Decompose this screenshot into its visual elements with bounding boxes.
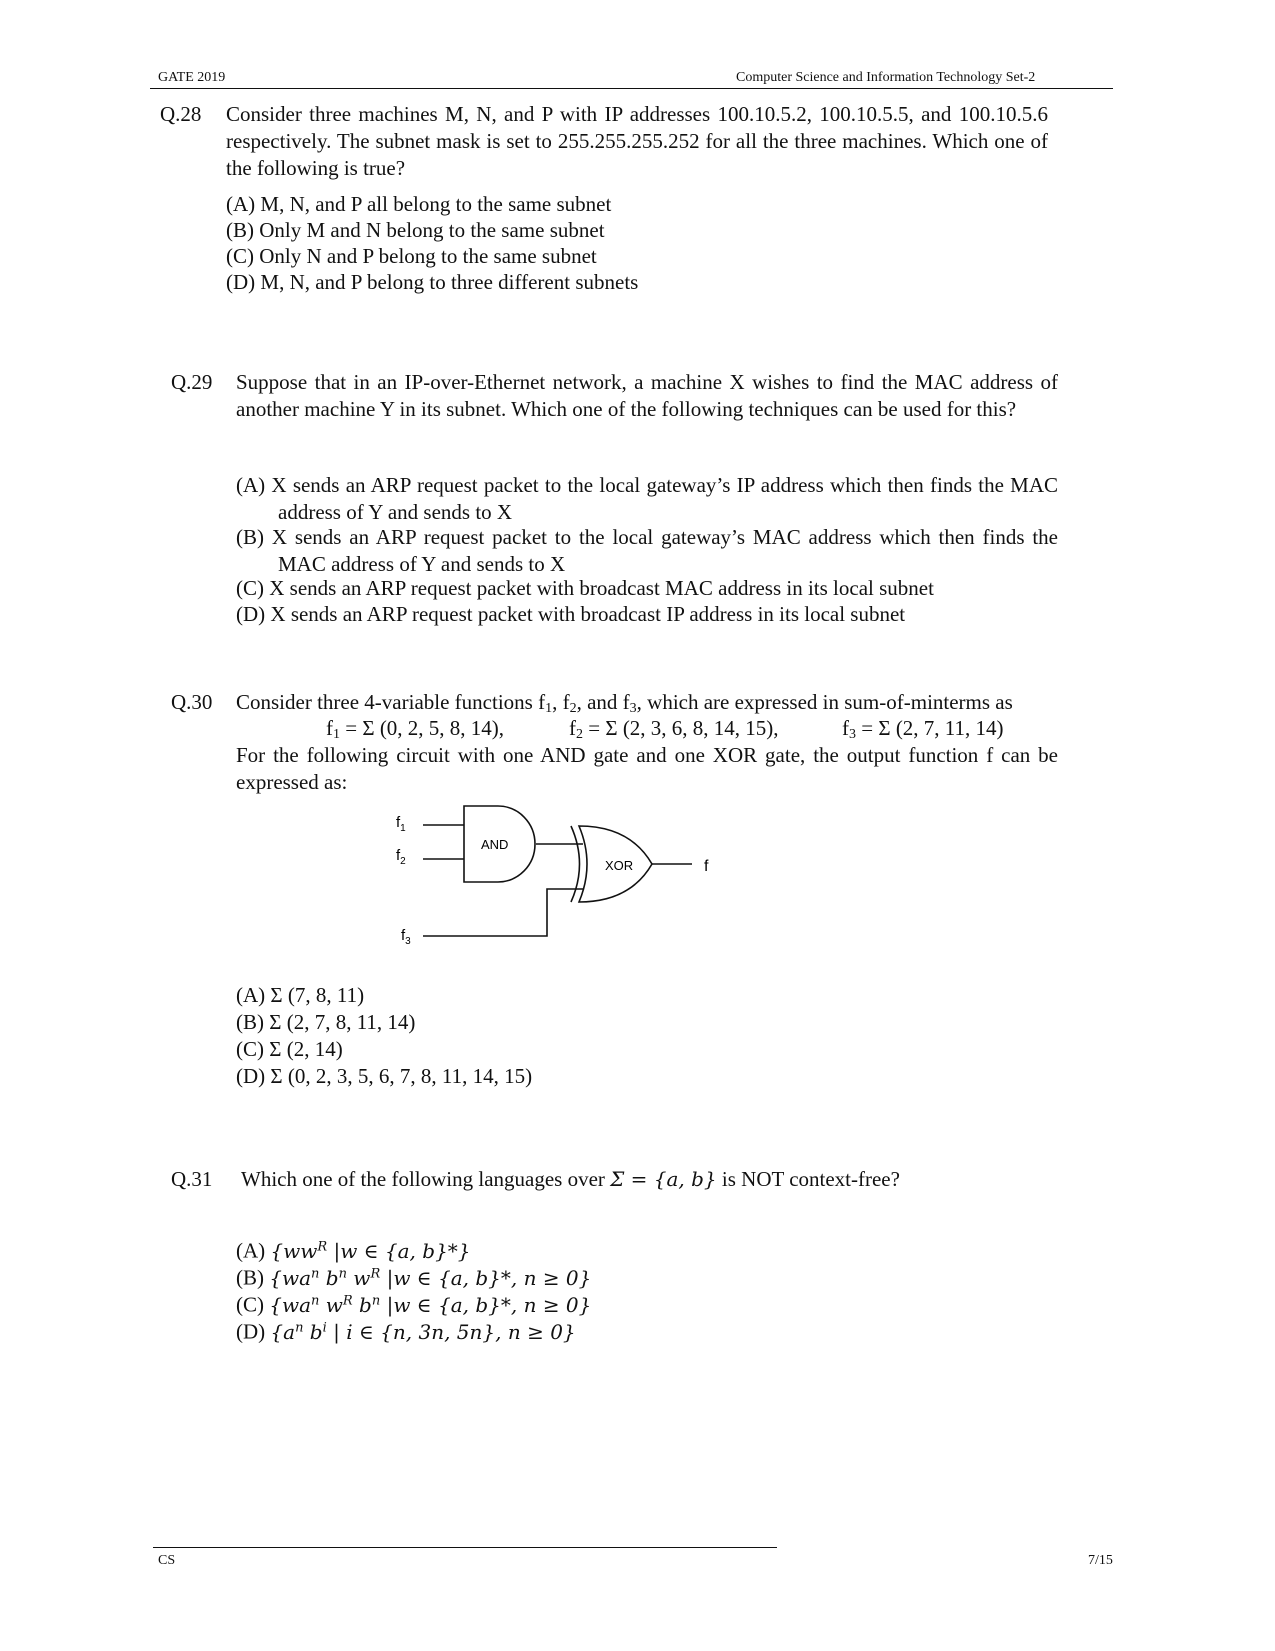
question-number: Q.29 <box>171 370 213 394</box>
language-expression: {$ww^R$ |w ∈ {a, b}*} <box>270 1238 471 1263</box>
subscript: 1 <box>545 701 553 716</box>
function-f1-definition <box>326 716 504 743</box>
option-label: (D) <box>236 1319 271 1344</box>
option-c: (C) Σ (2, 14) <box>236 1037 343 1061</box>
option-a: (A) M, N, and P all belong to the same subnet <box>226 192 612 216</box>
input-f1-label: $f_1$ <box>396 814 406 834</box>
header-paper-title: Computer Science and Information Technology Set-2 <box>736 70 1036 85</box>
option-d: (D) Σ (0, 2, 3, 5, 6, 7, 8, 11, 14, 15) <box>236 1064 533 1088</box>
language-expression: {$wa^n$ $w^R$ $b^n$ |w ∈ {a, b}*, n ≥ 0} <box>269 1292 592 1317</box>
wire-f3 <box>423 889 583 936</box>
option-b: (B) X sends an ARP request packet to the local gateway’s MAC address which then finds the MAC address of Y and sends to X <box>236 525 1058 576</box>
subscript: 2 <box>576 727 583 742</box>
subscript: 3 <box>629 701 637 716</box>
header-exam-title: GATE 2019 <box>158 70 226 85</box>
option-b: (B) Σ (2, 7, 8, 11, 14) <box>236 1010 416 1034</box>
f1-symbol: f <box>326 716 333 740</box>
question-text: Suppose that in an IP-over-Ethernet network, a machine X wishes to find the MAC address of another machine Y in its subnet. Which one of the following techniques can be used for this? <box>236 370 1058 421</box>
f2-minterms: = Σ (2, 3, 6, 8, 14, 15), <box>583 716 779 740</box>
language-expression: {$a^n$ $b^i$ | i ∈ {n, 3n, 5n}, n ≥ 0} <box>270 1319 576 1344</box>
question-text <box>241 1166 900 1193</box>
option-b: (B) Only M and N belong to the same subnet <box>226 218 605 242</box>
question-number: Q.28 <box>160 102 202 126</box>
option-d: (D) M, N, and P belong to three different subnets <box>226 270 639 294</box>
header-rule <box>150 88 1113 89</box>
question-text-part: Which one of the following languages over <box>241 1167 611 1191</box>
question-text-continued: For the following circuit with one AND gate and one XOR gate, the output function f can be expressed as: <box>236 743 1058 794</box>
footer-subject-code: CS <box>158 1553 176 1568</box>
question-29 <box>171 369 1071 459</box>
alphabet-expression: Σ = {a, b} <box>610 1167 717 1191</box>
f2-symbol: f <box>569 716 576 740</box>
xor-gate-back-curve <box>571 826 580 902</box>
question-number: Q.30 <box>171 690 213 714</box>
question-text: Consider three machines M, N, and P with IP addresses 100.10.5.2, 100.10.5.5, and 100.10.5.6 respectively. The subnet mask is set to 255.255.255.252 for all the three machines. Which one of the following is true? <box>226 102 1048 180</box>
option-a: (A) X sends an ARP request packet to the local gateway’s IP address which then finds the MAC address of Y and sends to X <box>236 473 1058 524</box>
option-d: (D) X sends an ARP request packet with broadcast IP address in its local subnet <box>236 602 906 626</box>
option-c: (C) Only N and P belong to the same subnet <box>226 244 597 268</box>
question-text-part: is NOT context-free? <box>716 1167 900 1191</box>
option-label: (A) <box>236 1238 271 1263</box>
subscript: 2 <box>569 701 577 716</box>
option-c: (C) X sends an ARP request packet with broadcast MAC address in its local subnet <box>236 576 934 600</box>
subscript: 1 <box>333 727 340 742</box>
output-f-label: f <box>704 858 709 875</box>
footer-page-number: 7/15 <box>1088 1553 1113 1568</box>
f3-symbol: f <box>842 716 849 740</box>
option-a: (A) Σ (7, 8, 11) <box>236 983 365 1007</box>
intro-text: , f <box>552 690 570 714</box>
intro-text: , which are expressed in sum-of-minterms as <box>636 690 1013 714</box>
option-label: (C) <box>236 1292 270 1317</box>
and-gate-label: AND <box>481 837 509 852</box>
logic-circuit-diagram <box>380 800 740 960</box>
xor-gate-label: XOR <box>605 858 634 873</box>
input-f2-label: $f_2$ <box>396 847 406 867</box>
function-f3-definition <box>842 716 1004 743</box>
option-d <box>236 1314 576 1346</box>
f3-minterms: = Σ (2, 7, 11, 14) <box>856 716 1004 740</box>
footer-rule <box>153 1547 777 1548</box>
option-label: (B) <box>236 1265 270 1290</box>
subscript: 3 <box>849 727 856 742</box>
intro-text: Consider three 4-variable functions f <box>236 690 546 714</box>
question-number: Q.31 <box>171 1167 213 1191</box>
intro-text: , and f <box>576 690 630 714</box>
language-expression: {$wa^n$ $b^n$ $w^R$ |w ∈ {a, b}*, n ≥ 0} <box>269 1265 592 1290</box>
f1-minterms: = Σ (0, 2, 5, 8, 14), <box>340 716 505 740</box>
question-31 <box>171 1166 1071 1196</box>
input-f3-label: $f_3$ <box>401 927 411 947</box>
function-f2-definition <box>569 716 779 743</box>
